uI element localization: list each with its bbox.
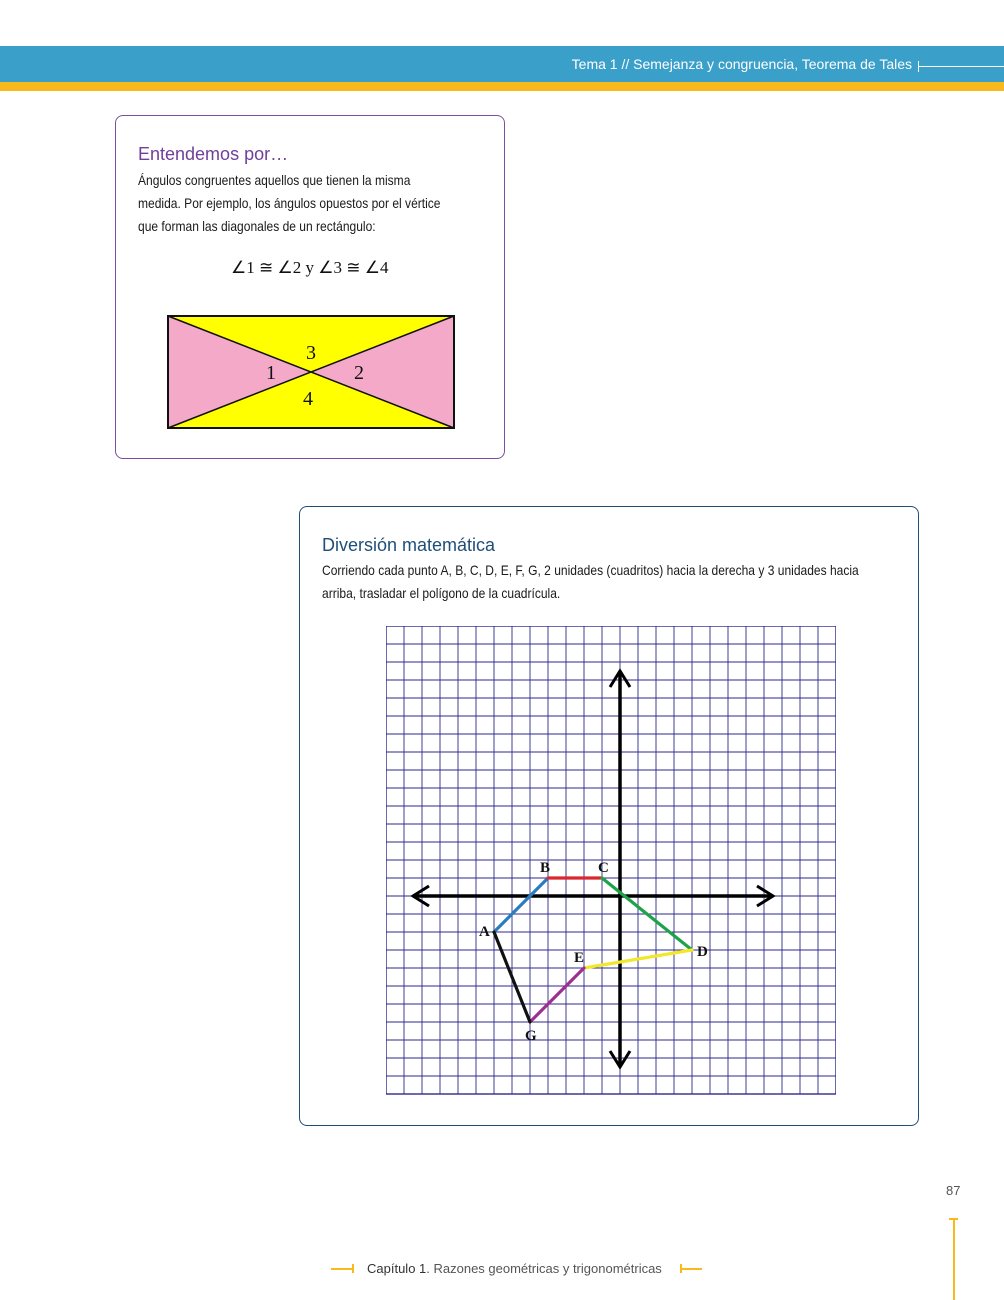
point-label-A: A bbox=[479, 924, 490, 940]
coordinate-grid bbox=[386, 626, 836, 1098]
angle-label-2: 2 bbox=[354, 362, 364, 384]
definition-box bbox=[115, 115, 505, 459]
definition-line: medida. Por ejemplo, los ángulos opuestos por el vértice bbox=[138, 195, 441, 211]
activity-line: Corriendo cada punto A, B, C, D, E, F, G, 2 unidades (cuadritos) hacia la derecha y 3 unidades hacia bbox=[322, 562, 859, 578]
footer bbox=[367, 1261, 662, 1276]
header-line bbox=[918, 66, 1004, 67]
point-label-D: D bbox=[697, 944, 708, 960]
definition-title: Entendemos por… bbox=[138, 144, 289, 164]
footer-line-right bbox=[680, 1268, 702, 1270]
point-label-E: E bbox=[574, 950, 585, 966]
point-label-G: G bbox=[525, 1028, 537, 1044]
congruence-formula: ∠1 ≅ ∠2 y ∠3 ≅ ∠4 bbox=[231, 258, 389, 277]
activity-text bbox=[322, 559, 898, 605]
activity-line: arriba, trasladar el polígono de la cuadrícula. bbox=[322, 585, 561, 601]
footer-chapter: Capítulo 1 bbox=[367, 1261, 427, 1276]
footer-title: . Razones geométricas y trigonométricas bbox=[426, 1261, 662, 1276]
activity-title: Diversión matemática bbox=[322, 535, 496, 555]
point-label-C: C bbox=[598, 860, 609, 876]
page-number: 87 bbox=[946, 1183, 961, 1198]
side-line bbox=[953, 1218, 955, 1300]
header-title: Tema 1 // Semejanza y congruencia, Teorema de Tales bbox=[571, 56, 912, 72]
footer-line-left bbox=[331, 1268, 353, 1270]
definition-line: Ángulos congruentes aquellos que tienen la misma bbox=[138, 172, 411, 188]
header-accent-stripe bbox=[0, 82, 1004, 91]
angle-label-1: 1 bbox=[266, 362, 276, 384]
point-label-B: B bbox=[540, 860, 551, 876]
definition-text bbox=[138, 169, 482, 238]
angle-label-3: 3 bbox=[306, 342, 316, 364]
activity-box bbox=[299, 506, 919, 1126]
rectangle-diagonals-figure bbox=[166, 314, 456, 430]
definition-line: que forman las diagonales de un rectángulo: bbox=[138, 218, 376, 234]
angle-label-4: 4 bbox=[303, 388, 313, 410]
footer-tick-left bbox=[352, 1264, 354, 1273]
